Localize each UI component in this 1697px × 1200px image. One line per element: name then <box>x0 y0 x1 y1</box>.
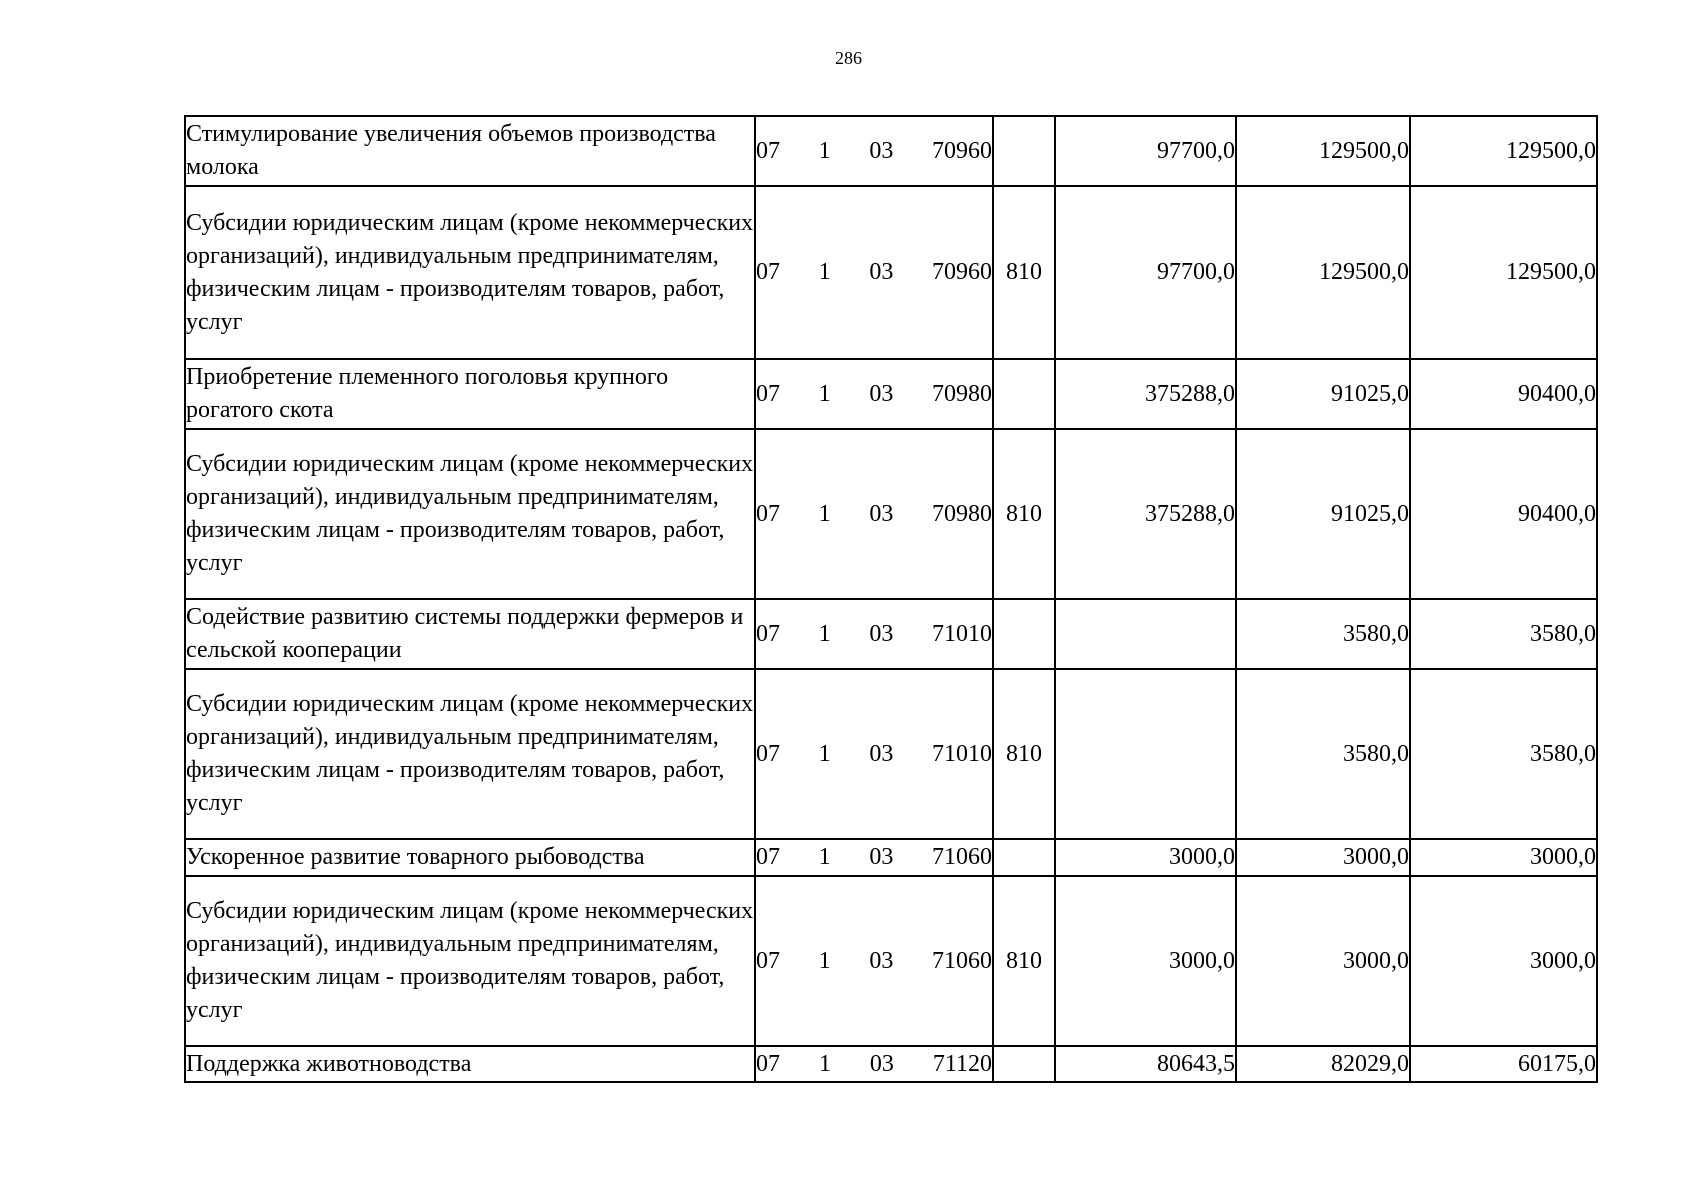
code-direction: 71120 <box>932 1050 992 1077</box>
row-name: Содействие развитию системы поддержки фермеров и сельской кооперации <box>185 599 755 669</box>
code-program: 1 <box>818 1050 831 1077</box>
row-name: Субсидии юридическим лицам (кроме некоммерческих организаций), индивидуальным предпринимателям, физическим лицам - производителям товаров, работ, услуг <box>185 186 755 359</box>
code-section: 07 <box>756 844 780 870</box>
row-value-1: 3000,0 <box>1055 839 1236 876</box>
table-row <box>185 1046 1597 1082</box>
code-subprogram: 03 <box>869 1050 894 1077</box>
row-expense-type <box>993 1046 1055 1082</box>
code-program: 1 <box>818 500 831 527</box>
row-value-1: 375288,0 <box>1055 429 1236 599</box>
code-direction: 71010 <box>931 740 992 767</box>
row-codes <box>755 359 993 429</box>
row-value-3: 90400,0 <box>1410 429 1597 599</box>
row-name: Субсидии юридическим лицам (кроме некоммерческих организаций), индивидуальным предпринимателям, физическим лицам - производителям товаров, работ, услуг <box>185 669 755 839</box>
row-codes <box>755 186 993 359</box>
row-value-3: 3580,0 <box>1410 599 1597 669</box>
row-codes <box>755 839 993 876</box>
row-value-3: 60175,0 <box>1410 1046 1597 1082</box>
row-value-2: 3580,0 <box>1236 599 1410 669</box>
row-expense-type <box>993 839 1055 876</box>
code-section: 07 <box>756 137 780 164</box>
row-value-2: 3000,0 <box>1236 876 1410 1046</box>
row-value-3: 3000,0 <box>1410 839 1597 876</box>
row-value-1 <box>1055 669 1236 839</box>
code-direction: 70980 <box>931 380 992 407</box>
row-value-1: 97700,0 <box>1055 186 1236 359</box>
row-codes <box>755 1046 993 1082</box>
row-name: Приобретение племенного поголовья крупного рогатого скота <box>185 359 755 429</box>
row-codes <box>755 116 993 186</box>
code-section: 07 <box>756 740 780 767</box>
row-value-1: 97700,0 <box>1055 116 1236 186</box>
row-name: Поддержка животноводства <box>185 1046 755 1082</box>
row-value-2: 91025,0 <box>1236 429 1410 599</box>
code-subprogram: 03 <box>869 844 894 870</box>
row-expense-type: 810 <box>993 429 1055 599</box>
row-value-2: 82029,0 <box>1236 1046 1410 1082</box>
code-subprogram: 03 <box>869 137 894 164</box>
row-value-3: 90400,0 <box>1410 359 1597 429</box>
row-value-3: 129500,0 <box>1410 116 1597 186</box>
row-codes <box>755 429 993 599</box>
budget-table <box>184 115 1598 1083</box>
code-subprogram: 03 <box>869 380 894 407</box>
code-program: 1 <box>818 844 831 870</box>
row-expense-type <box>993 359 1055 429</box>
code-program: 1 <box>818 620 831 647</box>
row-value-2: 3000,0 <box>1236 839 1410 876</box>
code-direction: 71060 <box>931 947 992 974</box>
table-row <box>185 669 1597 839</box>
row-value-1 <box>1055 599 1236 669</box>
row-expense-type: 810 <box>993 186 1055 359</box>
code-section: 07 <box>756 259 780 285</box>
code-subprogram: 03 <box>869 259 894 285</box>
page-number: 286 <box>835 48 862 68</box>
row-value-2: 3580,0 <box>1236 669 1410 839</box>
code-subprogram: 03 <box>869 500 894 527</box>
code-program: 1 <box>818 947 831 974</box>
code-program: 1 <box>818 740 831 767</box>
table-row <box>185 599 1597 669</box>
code-section: 07 <box>756 947 780 974</box>
row-name: Ускоренное развитие товарного рыбоводства <box>185 839 755 876</box>
code-section: 07 <box>756 620 780 647</box>
table-row <box>185 876 1597 1046</box>
code-program: 1 <box>818 259 831 285</box>
row-value-2: 129500,0 <box>1236 116 1410 186</box>
code-direction: 71010 <box>931 620 992 647</box>
table-row <box>185 839 1597 876</box>
row-expense-type <box>993 116 1055 186</box>
row-codes <box>755 669 993 839</box>
code-direction: 71060 <box>931 844 992 870</box>
row-value-1: 3000,0 <box>1055 876 1236 1046</box>
row-value-1: 80643,5 <box>1055 1046 1236 1082</box>
code-direction: 70960 <box>931 137 992 164</box>
code-subprogram: 03 <box>869 740 894 767</box>
row-value-3: 129500,0 <box>1410 186 1597 359</box>
row-name: Стимулирование увеличения объемов производства молока <box>185 116 755 186</box>
code-section: 07 <box>756 380 780 407</box>
row-codes <box>755 876 993 1046</box>
code-direction: 70960 <box>931 259 992 285</box>
row-expense-type: 810 <box>993 669 1055 839</box>
row-value-3: 3580,0 <box>1410 669 1597 839</box>
table-row <box>185 429 1597 599</box>
code-section: 07 <box>756 1050 780 1077</box>
row-value-1: 375288,0 <box>1055 359 1236 429</box>
code-section: 07 <box>756 500 780 527</box>
code-direction: 70980 <box>931 500 992 527</box>
row-codes <box>755 599 993 669</box>
row-value-2: 91025,0 <box>1236 359 1410 429</box>
table-row <box>185 116 1597 186</box>
row-name: Субсидии юридическим лицам (кроме некоммерческих организаций), индивидуальным предпринимателям, физическим лицам - производителям товаров, работ, услуг <box>185 876 755 1046</box>
table-row <box>185 359 1597 429</box>
code-program: 1 <box>818 137 831 164</box>
row-value-2: 129500,0 <box>1236 186 1410 359</box>
row-expense-type: 810 <box>993 876 1055 1046</box>
row-name: Субсидии юридическим лицам (кроме некоммерческих организаций), индивидуальным предпринимателям, физическим лицам - производителям товаров, работ, услуг <box>185 429 755 599</box>
code-program: 1 <box>818 380 831 407</box>
row-value-3: 3000,0 <box>1410 876 1597 1046</box>
row-expense-type <box>993 599 1055 669</box>
code-subprogram: 03 <box>869 947 894 974</box>
table-row <box>185 186 1597 359</box>
code-subprogram: 03 <box>869 620 894 647</box>
